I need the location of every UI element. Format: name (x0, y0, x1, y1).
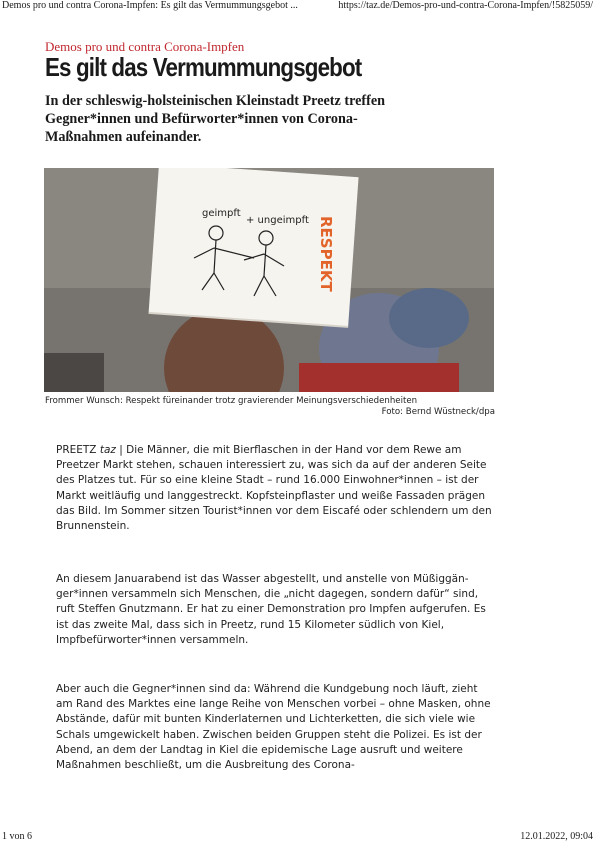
print-header-url[interactable]: https://taz.de/Demos-pro-und-contra-Corona-Impfen/!5825059/ (338, 0, 593, 11)
article-headline: Es gilt das Vermummungsgebot (45, 52, 362, 82)
article-paragraph-2: An diesem Januarabend ist das Wasser abgestellt, und anstelle von Müßiggänger*innen versammeln sich Menschen, die „nicht dagegen, sondern dafür“ sind, ruft Steffen Gnutzmann. Er hat zu einer Demonstration pro Impfen aufgerufen. Es ist das zweite Mal, dass sich in Preetz, rund 15 Kilometer südlich von Kiel, Impfbefürworter*innen versammeln. (56, 573, 486, 646)
dateline: PREETZ (56, 444, 97, 456)
sign-text-right: + ungeimpft (246, 215, 309, 226)
article-lead: In der schleswig-holsteinischen Kleinstadt Preetz treffen Gegner*innen und Befürworter*innen von Corona-Maßnahmen aufeinander. (45, 93, 386, 145)
sign-text-vertical: RESPEKT (317, 216, 335, 292)
print-header-title: Demos pro und contra Corona-Impfen: Es gilt das Vermummungsgebot ... (2, 0, 298, 11)
photo-illustration (44, 168, 494, 392)
print-footer-page: 1 von 6 (2, 831, 32, 842)
source-tag: taz (99, 444, 116, 456)
caption-text: Frommer Wunsch: Respekt füreinander trotz gravierender Meinungsverschiedenheiten (45, 396, 418, 406)
print-footer-datetime: 12.01.2022, 09:04 (520, 831, 593, 842)
article-paragraph-1 (56, 443, 496, 534)
paragraph-1-text: | Die Männer, die mit Bierflaschen in der Hand vor dem Rewe am Preetzer Markt stehen, schauen interessiert zu, was sich da auf der anderen Seite des Platzes tut. Für so eine kleine Stadt – rund 16.000 Einwohner*innen – ist der Markt weitläufig und langgestreckt. Kopfsteinpflaster und weiße Fassaden prägen das Bild. Im Sommer sitzen Tourist*innen vor dem Eiscafé oder schlendern um den Brunnenstein. (56, 444, 492, 533)
photo-credit: Foto: Bernd Wüstneck/dpa (381, 407, 495, 417)
sign-text-left: geimpft (202, 208, 241, 219)
article-photo (44, 168, 494, 392)
article-paragraph-3: Aber auch die Gegner*innen sind da: Während die Kundgebung noch läuft, zieht am Rand des Marktes eine lange Reihe von Menschen vorbei – ohne Masken, ohne Abstände, dafür mit bunten Kinderlaternen und Lichterketten, die sich viele wie Schals umgewickelt haben. Zwischen beiden Gruppen steht die Polizei. Es ist der Abend, an dem der Landtag in Kiel die epidemische Lage ausruft und weitere Maßnahmen beschließt, um die Ausbreitung des Corona- (56, 683, 491, 772)
article-kicker: Demos pro und contra Corona-Impfen (45, 39, 245, 54)
photo-caption (45, 396, 495, 418)
